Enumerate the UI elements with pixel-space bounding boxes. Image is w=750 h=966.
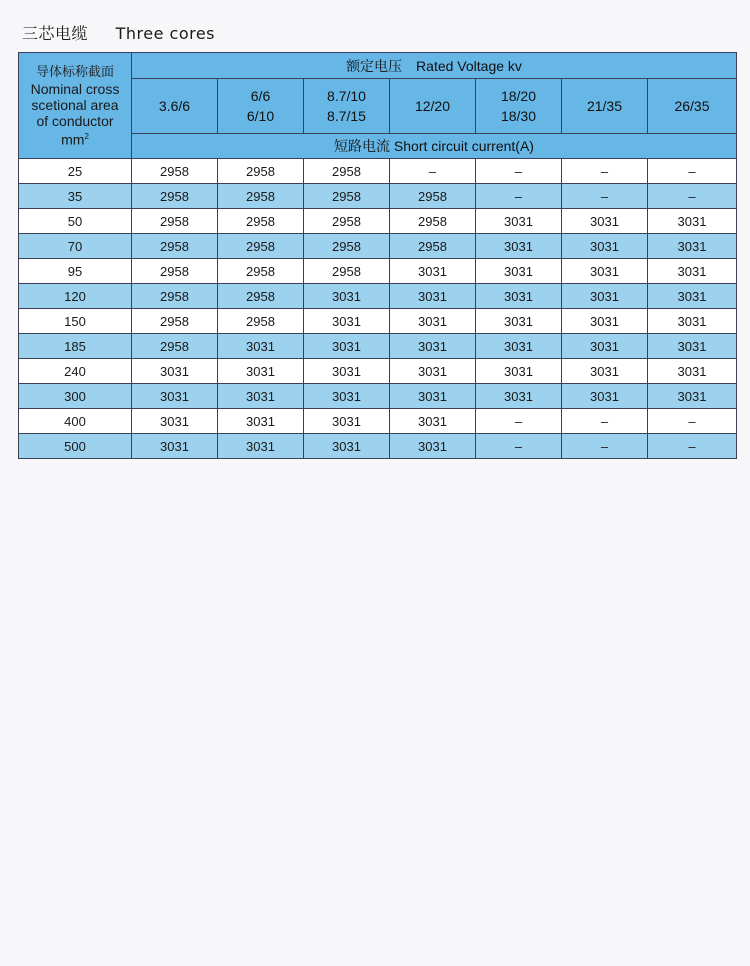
current-cell: 3031 — [390, 309, 476, 334]
current-cell: 2958 — [218, 259, 304, 284]
current-cell: 2958 — [218, 284, 304, 309]
current-cell: – — [562, 409, 648, 434]
current-cell: 3031 — [648, 359, 737, 384]
current-cell: 3031 — [648, 334, 737, 359]
header-voltage-1 — [218, 79, 304, 134]
current-cell: 3031 — [304, 409, 390, 434]
current-cell: 2958 — [304, 159, 390, 184]
current-cell: – — [648, 184, 737, 209]
voltage-label: 26/35 — [674, 98, 710, 114]
voltage-label: 8.7/10 — [327, 88, 366, 104]
current-cell: 2958 — [390, 184, 476, 209]
header-conductor-en-2: scetional area — [31, 96, 119, 113]
voltage-label: 12/20 — [414, 98, 451, 114]
table-row — [19, 284, 737, 309]
current-cell: – — [648, 159, 737, 184]
current-cell: 3031 — [132, 409, 218, 434]
conductor-size-cell: 95 — [19, 259, 132, 284]
header-voltage-0 — [132, 79, 218, 134]
current-cell: 3031 — [648, 259, 737, 284]
conductor-size-cell: 500 — [19, 434, 132, 459]
conductor-size-cell: 50 — [19, 209, 132, 234]
current-cell: – — [476, 434, 562, 459]
current-cell: 2958 — [132, 334, 218, 359]
table-row — [19, 409, 737, 434]
voltage-label: 6/6 — [250, 88, 271, 104]
current-cell: 3031 — [648, 234, 737, 259]
current-cell: 3031 — [562, 359, 648, 384]
current-cell: 3031 — [648, 284, 737, 309]
page-title — [22, 21, 215, 44]
current-cell: – — [648, 409, 737, 434]
current-cell: – — [476, 159, 562, 184]
current-cell: 2958 — [218, 309, 304, 334]
header-conductor-unit-sup: 2 — [84, 131, 89, 141]
table-row — [19, 434, 737, 459]
header-conductor-cn: 导体标称截面 — [35, 63, 114, 79]
header-voltage-5 — [562, 79, 648, 134]
current-cell: 3031 — [648, 384, 737, 409]
current-cell: 2958 — [390, 209, 476, 234]
current-cell: 3031 — [562, 209, 648, 234]
conductor-size-cell: 25 — [19, 159, 132, 184]
conductor-size-cell: 35 — [19, 184, 132, 209]
current-cell: 3031 — [476, 259, 562, 284]
current-cell: 2958 — [132, 234, 218, 259]
table-body — [19, 159, 737, 459]
current-cell: 3031 — [648, 309, 737, 334]
current-cell: 2958 — [218, 209, 304, 234]
table-row — [19, 184, 737, 209]
current-cell: 2958 — [132, 309, 218, 334]
current-cell: 3031 — [562, 259, 648, 284]
header-rated-voltage: 额定电压 Rated Voltage kv — [132, 53, 737, 79]
current-cell: 3031 — [476, 309, 562, 334]
table-row — [19, 259, 737, 284]
voltage-label: 18/20 — [500, 88, 537, 104]
voltage-label: 18/30 — [500, 108, 537, 124]
title-en: Three cores — [115, 24, 216, 43]
current-cell: 3031 — [562, 284, 648, 309]
conductor-size-cell: 120 — [19, 284, 132, 309]
current-cell: 3031 — [476, 359, 562, 384]
current-cell: – — [476, 409, 562, 434]
current-cell: 3031 — [562, 234, 648, 259]
current-cell: – — [562, 184, 648, 209]
table-row — [19, 334, 737, 359]
current-cell: 2958 — [390, 234, 476, 259]
conductor-size-cell: 150 — [19, 309, 132, 334]
header-voltage-4 — [476, 79, 562, 134]
current-cell: 3031 — [132, 384, 218, 409]
current-cell: 3031 — [476, 284, 562, 309]
current-cell: 3031 — [476, 334, 562, 359]
current-cell: 3031 — [648, 209, 737, 234]
voltage-label: 21/35 — [586, 98, 623, 114]
current-cell: 2958 — [304, 234, 390, 259]
current-cell: 3031 — [476, 384, 562, 409]
current-cell: 3031 — [476, 209, 562, 234]
current-cell: – — [390, 159, 476, 184]
current-cell: 3031 — [132, 359, 218, 384]
header-voltage-6 — [648, 79, 737, 134]
table-row — [19, 209, 737, 234]
current-cell: 3031 — [390, 434, 476, 459]
current-cell: – — [476, 184, 562, 209]
current-cell: 2958 — [132, 159, 218, 184]
header-conductor-unit: mm — [61, 131, 85, 148]
voltage-label: 6/10 — [246, 108, 275, 124]
current-cell: – — [648, 434, 737, 459]
header-conductor-en-1: Nominal cross — [30, 80, 120, 97]
current-cell: 3031 — [390, 334, 476, 359]
current-cell: 3031 — [218, 409, 304, 434]
conductor-size-cell: 400 — [19, 409, 132, 434]
table-row — [19, 309, 737, 334]
table-row — [19, 359, 737, 384]
current-cell: 2958 — [304, 184, 390, 209]
current-cell: 3031 — [218, 359, 304, 384]
current-cell: 3031 — [390, 284, 476, 309]
header-short-circuit: 短路电流 Short circuit current(A) — [132, 134, 737, 159]
voltage-label: 3.6/6 — [158, 98, 191, 114]
conductor-size-cell: 240 — [19, 359, 132, 384]
current-cell: 2958 — [218, 184, 304, 209]
current-cell: 3031 — [132, 434, 218, 459]
current-cell: 3031 — [562, 309, 648, 334]
header-conductor-en-3: of conductor — [36, 112, 114, 129]
current-cell: – — [562, 434, 648, 459]
current-cell: 2958 — [218, 234, 304, 259]
header-conductor-area — [19, 53, 132, 159]
current-cell: 2958 — [218, 159, 304, 184]
current-cell: 3031 — [562, 334, 648, 359]
table-row — [19, 234, 737, 259]
current-cell: 2958 — [132, 259, 218, 284]
current-cell: 2958 — [132, 284, 218, 309]
current-cell: 3031 — [390, 359, 476, 384]
short-circuit-table — [18, 52, 737, 459]
current-cell: 3031 — [390, 384, 476, 409]
current-cell: 3031 — [476, 234, 562, 259]
current-cell: – — [562, 159, 648, 184]
title-cn: 三芯电缆 — [22, 24, 89, 43]
header-voltage-3 — [390, 79, 476, 134]
current-cell: 3031 — [304, 384, 390, 409]
current-cell: 2958 — [132, 184, 218, 209]
current-cell: 3031 — [390, 259, 476, 284]
current-cell: 2958 — [304, 259, 390, 284]
current-cell: 3031 — [390, 409, 476, 434]
current-cell: 3031 — [218, 384, 304, 409]
current-cell: 3031 — [304, 309, 390, 334]
table-header — [19, 53, 737, 159]
current-cell: 2958 — [132, 209, 218, 234]
voltage-label: 8.7/15 — [327, 108, 366, 124]
header-voltage-2 — [304, 79, 390, 134]
current-cell: 3031 — [304, 284, 390, 309]
table-row — [19, 159, 737, 184]
conductor-size-cell: 300 — [19, 384, 132, 409]
conductor-size-cell: 70 — [19, 234, 132, 259]
current-cell: 3031 — [218, 334, 304, 359]
current-cell: 3031 — [304, 434, 390, 459]
current-cell: 3031 — [304, 359, 390, 384]
current-cell: 2958 — [304, 209, 390, 234]
conductor-size-cell: 185 — [19, 334, 132, 359]
current-cell: 3031 — [218, 434, 304, 459]
current-cell: 3031 — [304, 334, 390, 359]
table-row — [19, 384, 737, 409]
current-cell: 3031 — [562, 384, 648, 409]
